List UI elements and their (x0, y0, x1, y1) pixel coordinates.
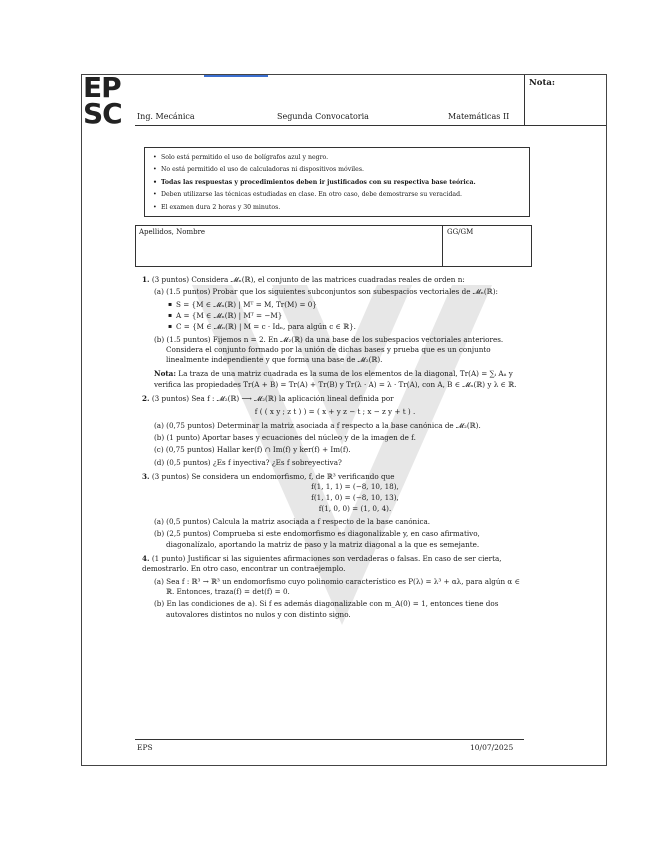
questions (142, 275, 528, 624)
rule-item: • Todas las respuestas y procedimientos deben ir justificados con su respectiva base teórica. (153, 179, 529, 191)
eps-logo: EP SC (83, 74, 122, 130)
question-2: 2. (3 puntos) Sea f : 𝓜₂(ℝ) ⟶ 𝓜₂(ℝ) la aplicación lineal definida por f ( ( x y ; z t ) ) = ( x + y z − t ; x − z y + t ) . (a) (0,75 puntos) Determinar la matriz asociada a f respecto a la base canónica de 𝓜₂(ℝ). (b) (1 punto) Aportar bases y ecuaciones del núcleo y de la imagen de f. (c) (0,75 puntos) Hallar ker(f) ∩ Im(f) y ker(f) + Im(f). (d) (0,5 puntos) ¿Es f inyectiva? ¿Es f sobreyectiva? (142, 394, 528, 468)
rule-item: • Deben utilizarse las técnicas estudiadas en clase. En otro caso, debe demostrarse su veracidad. (153, 191, 529, 203)
note: Nota: La traza de una matriz cuadrada es la suma de los elementos de la diagonal, Tr(A) = ∑ᵢ Aᵢᵢ y verifica las propiedades Tr(A + B) = Tr(A) + Tr(B) y Tr(λ · A) = λ · Tr(A), con A, B ∈ 𝓜ₙ(ℝ) y λ ∈ ℝ. (154, 369, 517, 389)
rule-item: • El examen dura 2 horas y 30 minutos. (153, 204, 529, 216)
exam-page (81, 74, 607, 766)
question-3: 3. (3 puntos) Se considera un endomorfismo, f, de ℝ³ verificando que f(1, 1, 1) = (−8, 10, 18), f(1, 1, 0) = (−8, 10, 13), f(1, 0, 0) = (1, 0, 4). (a) (0,5 puntos) Calcula la matriz asociada a f respecto de la base canónica. (b) (2,5 puntos) Comprueba si este endomorfismo es diagonalizable y, en caso afirmativo, diagonalízalo, aportando la matriz de paso y la matriz diagonal a la que es semejante. (142, 471, 480, 549)
name-label: Apellidos, Nombre (139, 228, 206, 236)
subject-label: Matemáticas II (448, 112, 510, 121)
degree-label: Ing. Mecánica (137, 112, 195, 121)
group-label: GG/GM (447, 228, 474, 236)
footer-date: 10/07/2025 (470, 743, 514, 752)
name-box-divider (442, 226, 443, 266)
header-accent-bar (204, 75, 268, 77)
rules-box (144, 147, 530, 217)
formula: f ( ( x y ; z t ) ) = ( x + y z − t ; x − z y + t ) . (254, 407, 416, 417)
call-label: Segunda Convocatoria (277, 112, 369, 121)
header-rule (135, 125, 524, 126)
rule-item: • No está permitido el uso de calculadoras ni dispositivos móviles. (153, 166, 529, 178)
footer-left: EPS (137, 743, 153, 752)
footer-rule (135, 739, 524, 740)
grade-box (524, 74, 606, 126)
question-4: 4. (1 punto) Justificar si las siguientes afirmaciones son verdaderas o falsas. En caso de ser cierta, demostrarlo. En otro caso, encontrar un contraejemplo. (a) Sea f : ℝ³ → ℝ³ un endomorfismo cuyo polinomio característico es P(λ) = λ³ + αλ, para algún α ∈ ℝ. Entonces, traza(f) = det(f) = 0. (b) En las condiciones de a). Si f es además diagonalizable con m_A(0) = 1, entonces tiene dos autovalores distintos no nulos y con distinto signo. (142, 554, 520, 619)
student-info-box (135, 225, 532, 267)
grade-label: Nota: (529, 78, 556, 88)
rule-item: • Solo está permitido el uso de bolígrafos azul y negro. (153, 154, 529, 166)
question-1: 1. (3 puntos) Considera 𝓜ₙ(ℝ), el conjunto de las matrices cuadradas reales de orden n: (a) (1.5 puntos) Probar que los siguientes subconjuntos son subespacios vectoriales de 𝓜ₙ(ℝ): ▪ S = {M ∈ 𝓜ₙ(ℝ) | Mᵀ = M, Tr(M) = 0} ▪ A = {M ∈ 𝓜ₙ(ℝ) | Mᵀ = −M} ▪ C = {M ∈ 𝓜ₙ(ℝ) | M = c · Idₙ, para algún c ∈ ℝ}. (b) (1.5 puntos) Fijemos n = 2. En 𝓜₂(ℝ) da una base de los subespacios vectoriales anteriores. Considera el conjunto formado por la unión de dichas bases y prueba que es un conjunto linealmente independiente y que forma una base de 𝓜₂(ℝ). Nota: La traza de una matriz cuadrada es la suma de los elementos de la diagonal, Tr(A) = ∑ᵢ Aᵢᵢ y verifica las propiedades Tr(A + B) = Tr(A) + Tr(B) y Tr(λ · A) = λ · Tr(A), con A, B ∈ 𝓜ₙ(ℝ) y λ ∈ ℝ. (142, 275, 528, 390)
